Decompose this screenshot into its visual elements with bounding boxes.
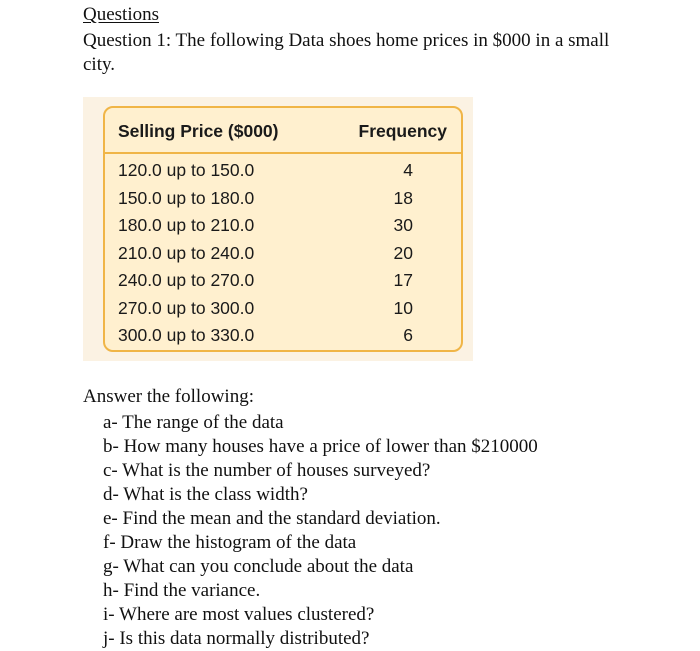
- price-class-cell: 270.0 up to 300.0: [118, 297, 255, 318]
- list-item: d- What is the class width?: [103, 484, 308, 505]
- price-class-cell: 240.0 up to 270.0: [118, 270, 255, 290]
- frequency-cell: 30: [393, 215, 413, 235]
- table-row: [105, 215, 461, 243]
- table-row: [105, 325, 461, 353]
- frequency-cell: 17: [393, 270, 413, 290]
- frequency-table-panel: [83, 97, 473, 361]
- list-item: i- Where are most values clustered?: [103, 604, 375, 625]
- price-class-cell: 210.0 up to 240.0: [118, 242, 255, 263]
- table-row: [105, 243, 461, 271]
- questions-heading: Questions: [83, 4, 159, 25]
- answers-title: Answer the following:: [83, 386, 254, 407]
- table-header: [105, 108, 461, 154]
- table-row: [105, 160, 461, 188]
- list-item: e- Find the mean and the standard deviation.: [103, 508, 441, 529]
- question-text: Question 1: The following Data shoes home prices in $000 in a small city.: [83, 30, 610, 75]
- list-item: c- What is the number of houses surveyed?: [103, 460, 431, 481]
- answers-list: [103, 411, 538, 651]
- frequency-cell: 6: [403, 325, 413, 345]
- list-item: a- The range of the data: [103, 412, 284, 433]
- frequency-cell: 18: [393, 187, 413, 208]
- list-item: h- Find the variance.: [103, 580, 261, 601]
- table-row: [105, 270, 461, 298]
- list-item: j- Is this data normally distributed?: [103, 628, 370, 649]
- price-class-cell: 180.0 up to 210.0: [118, 215, 255, 235]
- selling-price-header: Selling Price ($000): [118, 121, 279, 141]
- list-item: g- What can you conclude about the data: [103, 556, 414, 577]
- frequency-header: Frequency: [358, 121, 447, 141]
- frequency-table: [103, 106, 463, 352]
- frequency-cell: 20: [393, 242, 413, 263]
- table-row: [105, 188, 461, 216]
- price-class-cell: 300.0 up to 330.0: [118, 325, 255, 345]
- frequency-cell: 4: [403, 160, 413, 180]
- list-item: b- How many houses have a price of lower than $210000: [103, 436, 538, 457]
- frequency-cell: 10: [393, 297, 413, 318]
- price-class-cell: 150.0 up to 180.0: [118, 187, 255, 208]
- list-item: f- Draw the histogram of the data: [103, 532, 357, 553]
- table-row: [105, 298, 461, 326]
- price-class-cell: 120.0 up to 150.0: [118, 160, 255, 180]
